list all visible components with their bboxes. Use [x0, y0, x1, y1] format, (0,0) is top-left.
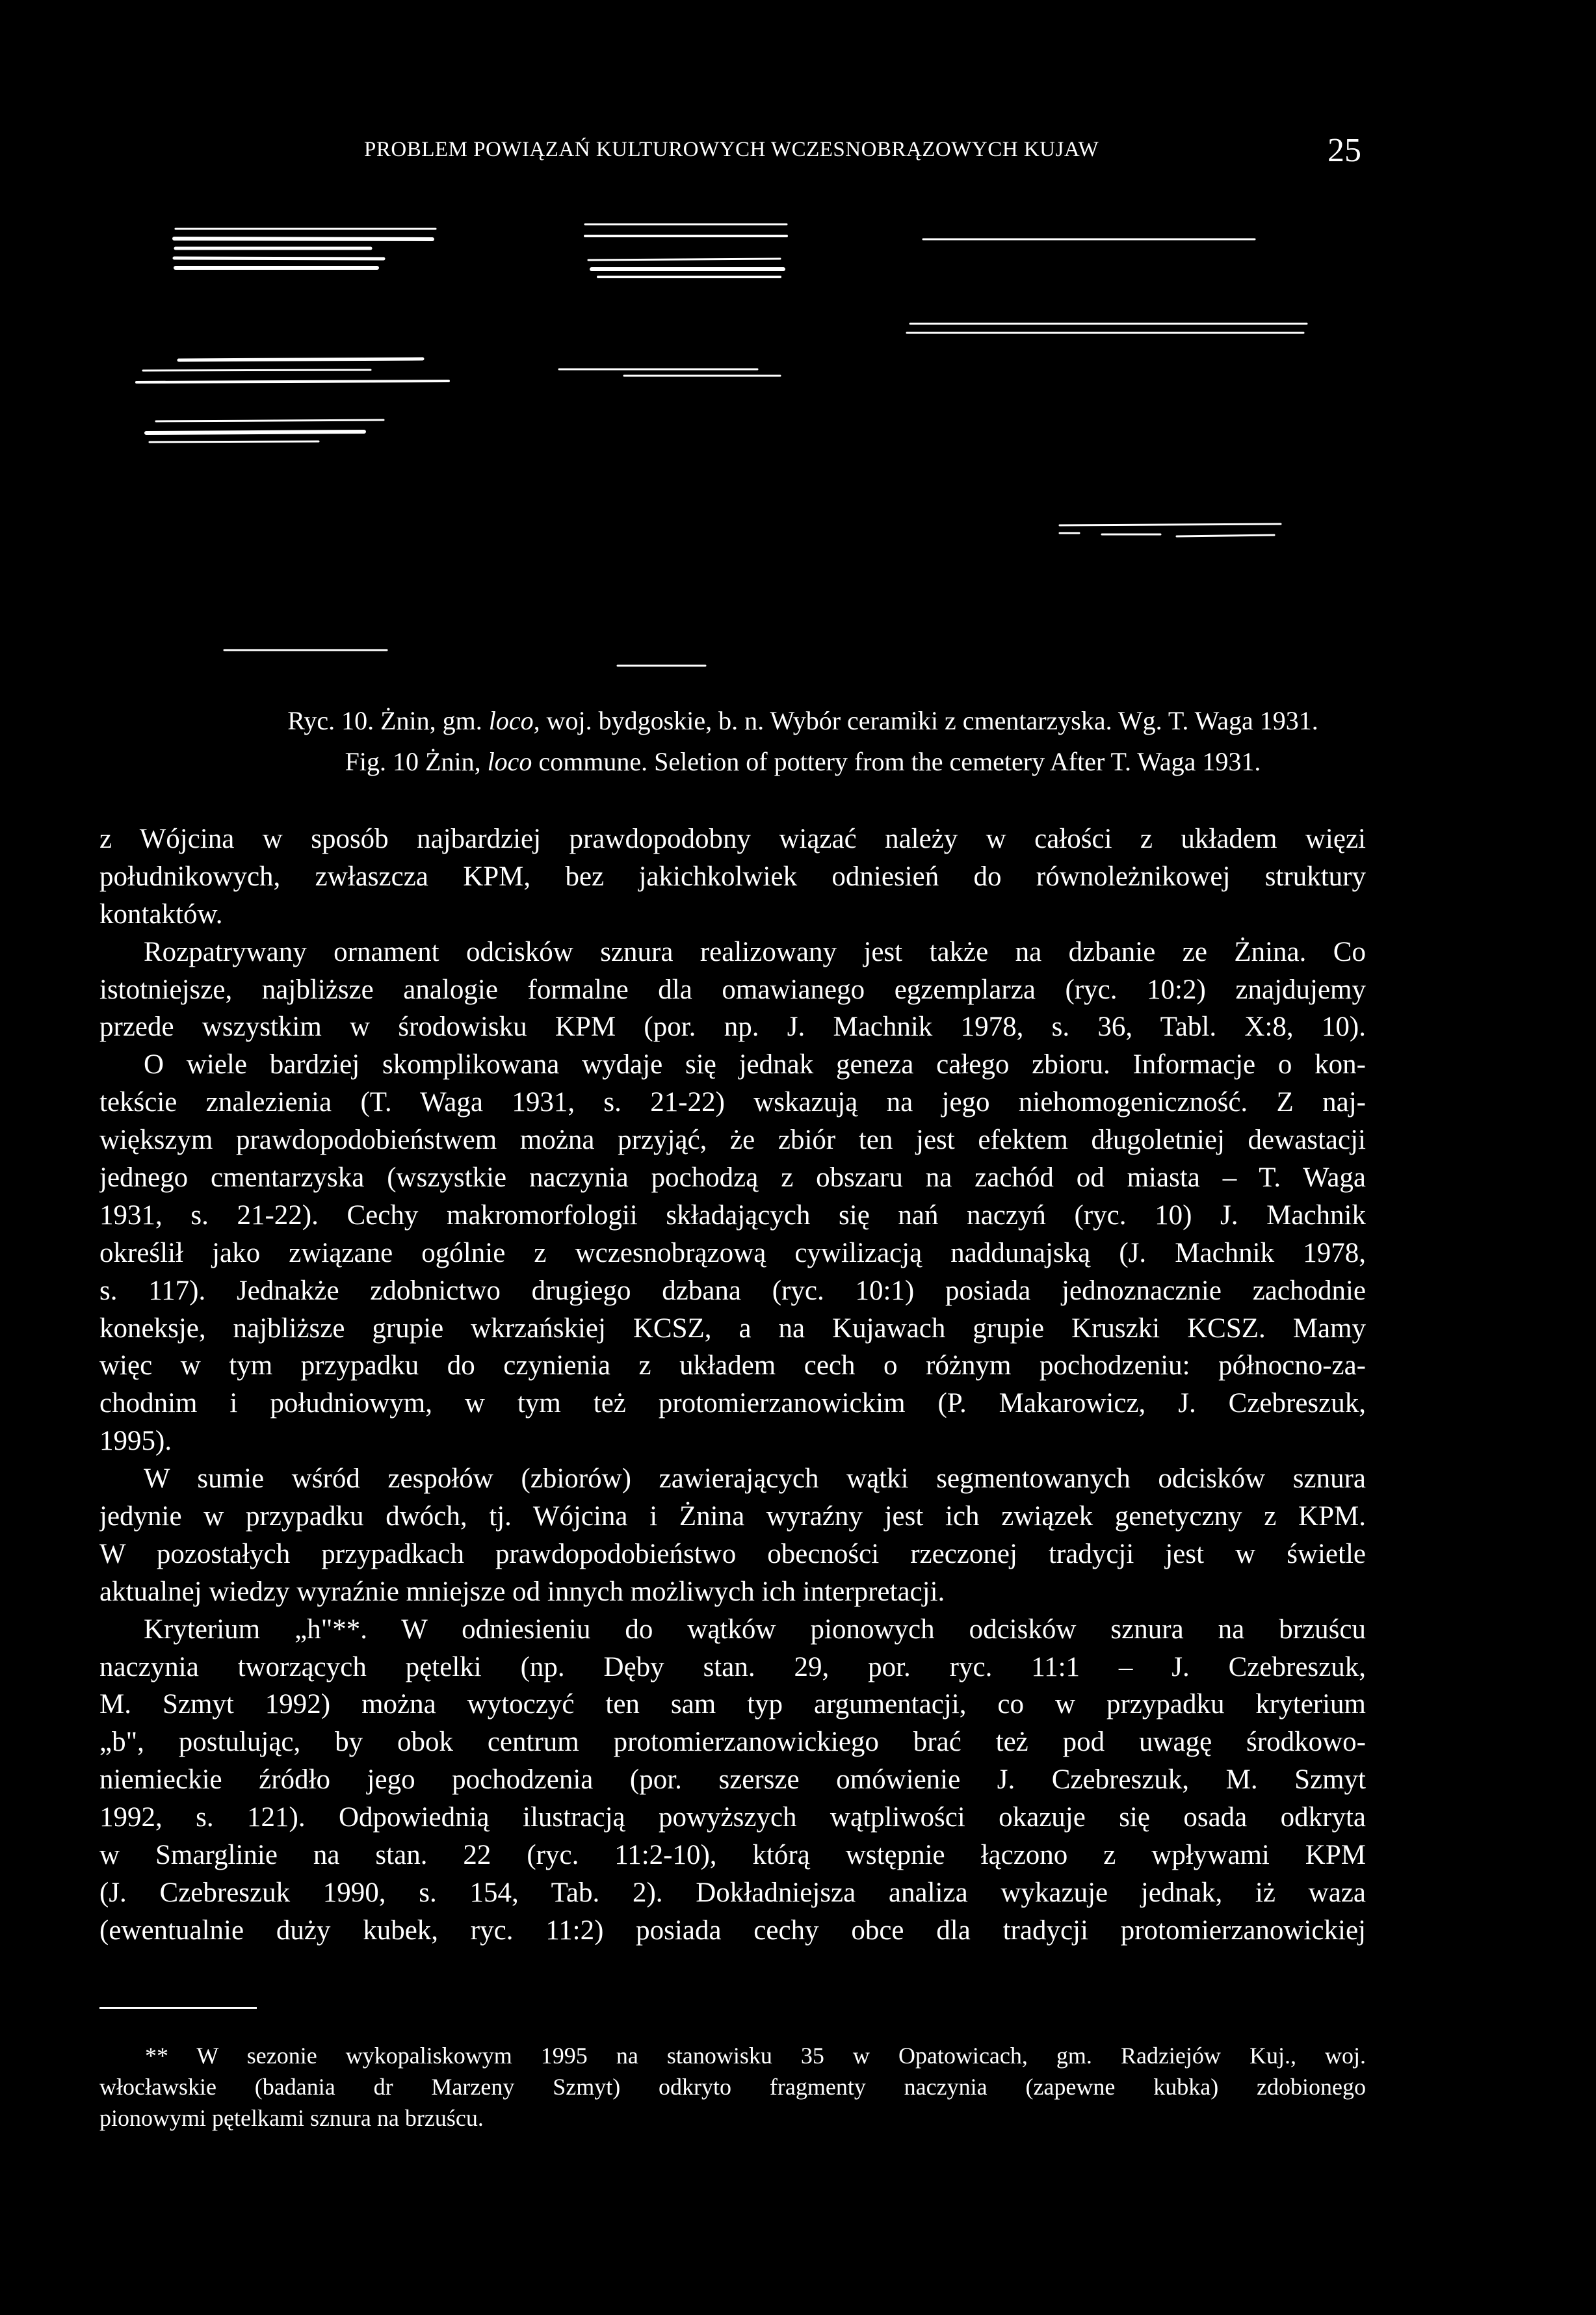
body-line: jedynie w przypadku dwóch, tj. Wójcina i Żnina wyraźny jest ich związek genetyczny z KPM. [99, 1501, 1366, 1532]
footnote-divider [99, 2007, 257, 2009]
body-line: 1995). [99, 1426, 172, 1457]
footnote-line: włocławskie (badania dr Marzeny Szmyt) odkryto fragmenty naczynia (zapewne kubka) zdobionego [99, 2074, 1366, 2100]
body-text [99, 820, 1366, 1950]
body-line: 1931, s. 21-22). Cechy makromorfologii składających się nań naczyń (ryc. 10) J. Machnik [99, 1199, 1366, 1231]
body-line: większym prawdopodobieństwem można przyjąć, że zbiór ten jest efektem długoletniej dewastacji [99, 1125, 1366, 1156]
footnote [99, 2040, 1366, 2134]
body-line: przede wszystkim w środowisku KPM (por. np. J. Machnik 1978, s. 36, Tabl. X:8, 10). [99, 1012, 1366, 1043]
figure-pottery-illustration [98, 215, 1498, 683]
caption-en-prefix: Fig. 10 Żnin, [345, 747, 488, 776]
body-line: z Wójcina w sposób najbardziej prawdopodobny wiązać należy w całości z układem więzi [99, 824, 1366, 854]
body-line: więc w tym przypadku do czynienia z układem cech o różnym pochodzeniu: północno-za- [99, 1350, 1366, 1381]
caption-en-italic: loco [487, 747, 532, 776]
body-line: W sumie wśród zespołów (zbiorów) zawierających wątki segmentowanych odcisków sznura [144, 1463, 1366, 1495]
body-line: chodnim i południowym, w tym też protomierzanowickim (P. Makarowicz, J. Czebreszuk, [99, 1388, 1366, 1419]
caption-en-suffix: commune. Seletion of pottery from the cemetery After T. Waga 1931. [532, 747, 1261, 776]
body-line: s. 117). Jednakże zdobnictwo drugiego dzbana (ryc. 10:1) posiada jednoznacznie zachodnie [99, 1275, 1366, 1306]
figure-caption-polish [117, 705, 1489, 736]
figure-caption-english [117, 746, 1489, 777]
body-line: naczynia tworzących pętelki (np. Dęby stan. 29, por. ryc. 11:1 – J. Czebreszuk, [99, 1651, 1366, 1682]
body-line: M. Szmyt 1992) można wytoczyć ten sam typ argumentacji, co w przypadku kryterium [99, 1689, 1366, 1720]
body-line: (J. Czebreszuk 1990, s. 154, Tab. 2). Dokładniejsza analiza wykazuje jednak, iż waza [99, 1877, 1366, 1908]
body-line: jednego cmentarzyska (wszystkie naczynia pochodzą z obszaru na zachód od miasta – T. Waga [99, 1162, 1366, 1194]
body-line: istotniejsze, najbliższe analogie formalne dla omawianego egzemplarza (ryc. 10:2) znajdujemy [99, 974, 1366, 1005]
caption-pl-italic: loco, [488, 706, 540, 735]
body-line: południkowych, zwłaszcza KPM, bez jakichkolwiek odniesień do równoleżnikowej struktury [99, 861, 1366, 892]
body-line: określił jako związane ogólnie z wczesnobrązową cywilizacją naddunajską (J. Machnik 1978, [99, 1237, 1366, 1268]
body-line: Kryterium „h"**. W odniesieniu do wątków pionowych odcisków sznura na brzuścu [144, 1614, 1366, 1645]
body-line: tekście znalezienia (T. Waga 1931, s. 21-22) wskazują na jego niehomogeniczność. Z naj- [99, 1087, 1366, 1118]
body-line: O wiele bardziej skomplikowana wydaje się jednak geneza całego zbioru. Informacje o kon- [144, 1049, 1366, 1080]
footnote-line: pionowymi pętelkami sznura na brzuścu. [99, 2105, 484, 2131]
body-line: W pozostałych przypadkach prawdopodobieństwo obecności rzeczonej tradycji jest w świetle [99, 1538, 1366, 1569]
caption-pl-prefix: Ryc. 10. Żnin, gm. [287, 706, 489, 735]
body-line: w Smarglinie na stan. 22 (ryc. 11:2-10), którą wstępnie łączono z wpływami KPM [99, 1840, 1366, 1871]
page-number: 25 [1328, 132, 1361, 169]
body-line: „b", postulując, by obok centrum protomierzanowickiego brać też pod uwagę środkowo- [99, 1727, 1366, 1758]
running-header: PROBLEM POWIĄZAŃ KULTUROWYCH WCZESNOBRĄZOWYCH KUJAW [364, 138, 1099, 161]
body-line: 1992, s. 121). Odpowiednią ilustracją powyższych wątpliwości okazuje się osada odkryta [99, 1802, 1366, 1833]
body-line: kontaktów. [99, 898, 223, 930]
body-line: niemieckie źródło jego pochodzenia (por. szersze omówienie J. Czebreszuk, M. Szmyt [99, 1764, 1366, 1796]
body-line: (ewentualnie duży kubek, ryc. 11:2) posiada cechy obce dla tradycji protomierzanowickiej [99, 1915, 1366, 1946]
footnote-line: ** W sezonie wykopaliskowym 1995 na stanowisku 35 w Opatowicach, gm. Radziejów Kuj., woj. [145, 2043, 1366, 2069]
caption-pl-suffix: woj. bydgoskie, b. n. Wybór ceramiki z cmentarzyska. Wg. T. Waga 1931. [540, 706, 1318, 735]
pottery-drawing [98, 215, 1498, 683]
body-line: aktualnej wiedzy wyraźnie mniejsze od innych możliwych ich interpretacji. [99, 1576, 945, 1607]
body-line: Rozpatrywany ornament odcisków sznura realizowany jest także na dzbanie ze Żnina. Co [144, 936, 1366, 967]
body-line: koneksje, najbliższe grupie wkrzańskiej KCSZ, a na Kujawach grupie Kruszki KCSZ. Mamy [99, 1313, 1366, 1344]
